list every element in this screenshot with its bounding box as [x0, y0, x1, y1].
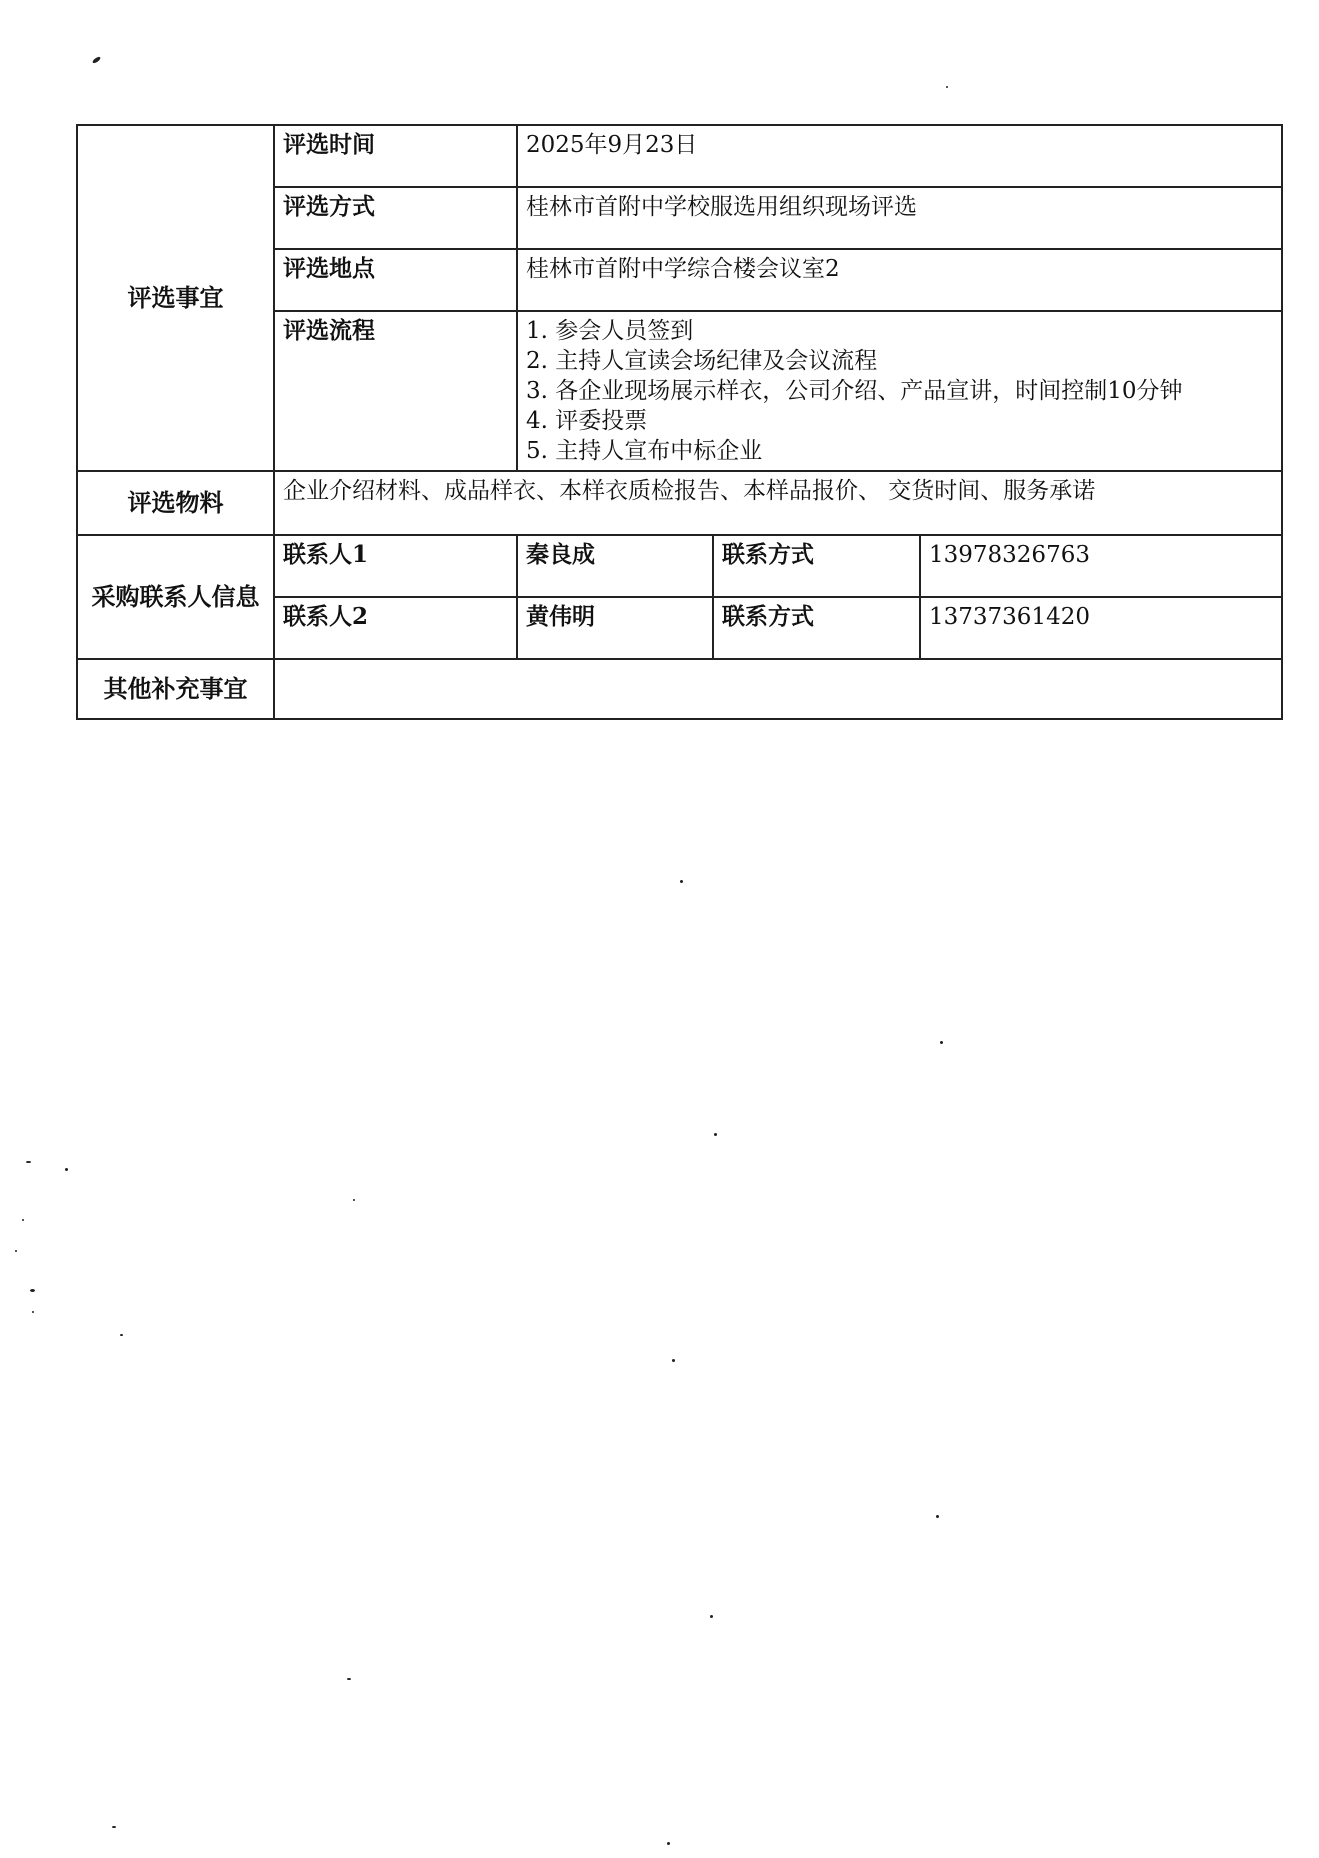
- process-steps: [517, 311, 1282, 471]
- method-value: 桂林市首附中学校服选用组织现场评选: [517, 187, 1282, 249]
- scan-speck: [946, 86, 948, 88]
- section-other: 其他补充事宜: [77, 659, 274, 719]
- process-step: 5. 主持人宣布中标企业: [526, 438, 763, 464]
- contact-phone-label: 联系方式: [713, 535, 920, 597]
- scan-speck: [32, 1311, 34, 1313]
- evaluation-table: [76, 124, 1283, 720]
- contact-phone: 13978326763: [920, 535, 1282, 597]
- scan-speck: [30, 1289, 35, 1292]
- contact-phone: 13737361420: [920, 597, 1282, 659]
- place-label: 评选地点: [274, 249, 517, 311]
- process-label: 评选流程: [274, 311, 517, 471]
- process-step: 2. 主持人宣读会场纪律及会议流程: [526, 348, 878, 374]
- scan-speck: [936, 1515, 939, 1518]
- scan-speck: [26, 1161, 31, 1163]
- section-materials: 评选物料: [77, 471, 274, 535]
- contact-phone-label: 联系方式: [713, 597, 920, 659]
- scan-speck: [22, 1219, 24, 1221]
- process-step: 3. 各企业现场展示样衣，公司介绍、产品宣讲，时间控制10分钟: [526, 378, 1183, 404]
- section-contacts: 采购联系人信息: [77, 535, 274, 659]
- scan-speck: [15, 1250, 17, 1252]
- contact-role: 联系人2: [274, 597, 517, 659]
- scan-speck: [667, 1842, 670, 1845]
- scan-speck: [65, 1168, 68, 1171]
- contact-role: 联系人1: [274, 535, 517, 597]
- scan-speck: [120, 1334, 123, 1336]
- scan-speck: [347, 1678, 351, 1680]
- scan-speck: [940, 1041, 943, 1044]
- scan-speck: [680, 880, 683, 883]
- scan-speck: [353, 1199, 355, 1201]
- scan-speck: [710, 1615, 713, 1618]
- section-evaluation: 评选事宜: [77, 125, 274, 471]
- place-value: 桂林市首附中学综合楼会议室2: [517, 249, 1282, 311]
- contact-name: 黄伟明: [517, 597, 713, 659]
- time-label: 评选时间: [274, 125, 517, 187]
- other-value: [274, 659, 1282, 719]
- time-value: 2025年9月23日: [517, 125, 1282, 187]
- process-step: 1. 参会人员签到: [526, 318, 694, 344]
- method-label: 评选方式: [274, 187, 517, 249]
- scan-speck: [92, 56, 102, 64]
- scan-speck: [714, 1133, 717, 1136]
- evaluation-form: [76, 124, 1281, 720]
- scan-speck: [112, 1826, 116, 1828]
- process-step: 4. 评委投票: [526, 408, 648, 434]
- contact-name: 秦良成: [517, 535, 713, 597]
- materials-value: 企业介绍材料、成品样衣、本样衣质检报告、本样品报价、 交货时间、服务承诺: [274, 471, 1282, 535]
- scan-speck: [672, 1359, 675, 1362]
